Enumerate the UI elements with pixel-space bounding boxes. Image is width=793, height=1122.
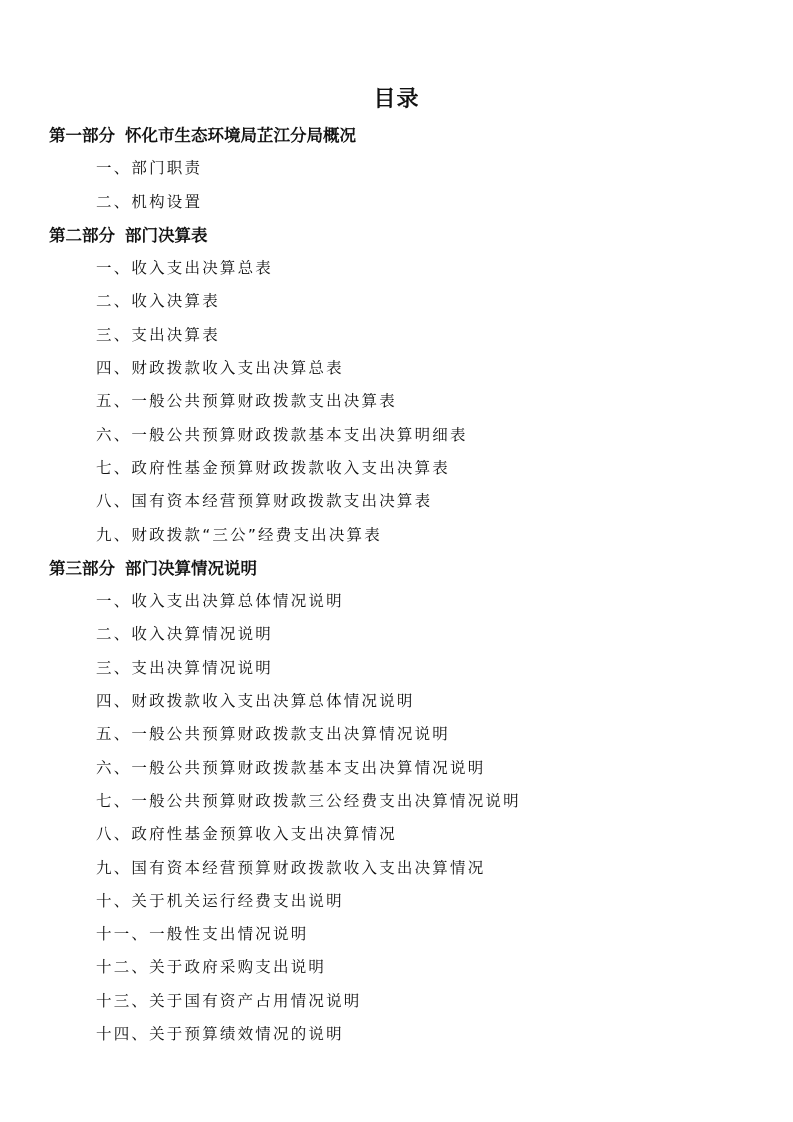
part-title: 部门决算表 bbox=[125, 225, 208, 245]
toc-entry: 六、一般公共预算财政拨款基本支出决算明细表 bbox=[96, 425, 468, 444]
toc-entry: 十一、一般性支出情况说明 bbox=[96, 925, 309, 944]
toc-entry: 二、机构设置 bbox=[96, 192, 203, 211]
toc-entry: 七、一般公共预算财政拨款三公经费支出决算情况说明 bbox=[96, 791, 521, 810]
part-label: 第三部分 bbox=[49, 558, 115, 578]
toc-entry: 十三、关于国有资产占用情况说明 bbox=[96, 991, 362, 1010]
toc-entry: 三、支出决算表 bbox=[96, 325, 220, 344]
toc-entry: 八、国有资本经营预算财政拨款支出决算表 bbox=[96, 492, 433, 511]
toc-entry: 七、政府性基金预算财政拨款收入支出决算表 bbox=[96, 458, 451, 477]
toc-entry: 九、财政拨款“三公”经费支出决算表 bbox=[96, 525, 382, 544]
toc-part-heading bbox=[0, 219, 793, 252]
part-title: 怀化市生态环境局芷江分局概况 bbox=[125, 126, 356, 145]
page-title: 目录 bbox=[373, 87, 420, 112]
toc-entry: 三、支出决算情况说明 bbox=[96, 658, 274, 677]
part-title: 部门决算情况说明 bbox=[125, 558, 257, 578]
toc-part-heading bbox=[0, 119, 793, 152]
toc-entry: 一、部门职责 bbox=[96, 159, 203, 178]
part-label: 第二部分 bbox=[49, 225, 115, 245]
toc-entry: 四、财政拨款收入支出决算总体情况说明 bbox=[96, 692, 415, 711]
toc-entry: 二、收入决算情况说明 bbox=[96, 625, 274, 644]
toc-entry: 十二、关于政府采购支出说明 bbox=[96, 958, 327, 977]
toc-entry: 二、收入决算表 bbox=[96, 292, 220, 311]
part-label: 第一部分 bbox=[49, 126, 115, 145]
toc-entry: 十、关于机关运行经费支出说明 bbox=[96, 891, 344, 910]
toc-entry: 八、政府性基金预算收入支出决算情况 bbox=[96, 825, 397, 844]
toc-entry: 九、国有资本经营预算财政拨款收入支出决算情况 bbox=[96, 858, 486, 877]
toc-entry: 五、一般公共预算财政拨款支出决算表 bbox=[96, 392, 397, 411]
toc-entry: 一、收入支出决算总体情况说明 bbox=[96, 592, 344, 611]
toc-part-heading bbox=[0, 552, 793, 585]
table-of-contents bbox=[0, 119, 793, 1051]
toc-entry: 六、一般公共预算财政拨款基本支出决算情况说明 bbox=[96, 758, 486, 777]
toc-entry: 四、财政拨款收入支出决算总表 bbox=[96, 359, 344, 378]
toc-entry: 十四、关于预算绩效情况的说明 bbox=[96, 1025, 344, 1044]
toc-entry: 五、一般公共预算财政拨款支出决算情况说明 bbox=[96, 725, 451, 744]
toc-entry: 一、收入支出决算总表 bbox=[96, 259, 274, 278]
